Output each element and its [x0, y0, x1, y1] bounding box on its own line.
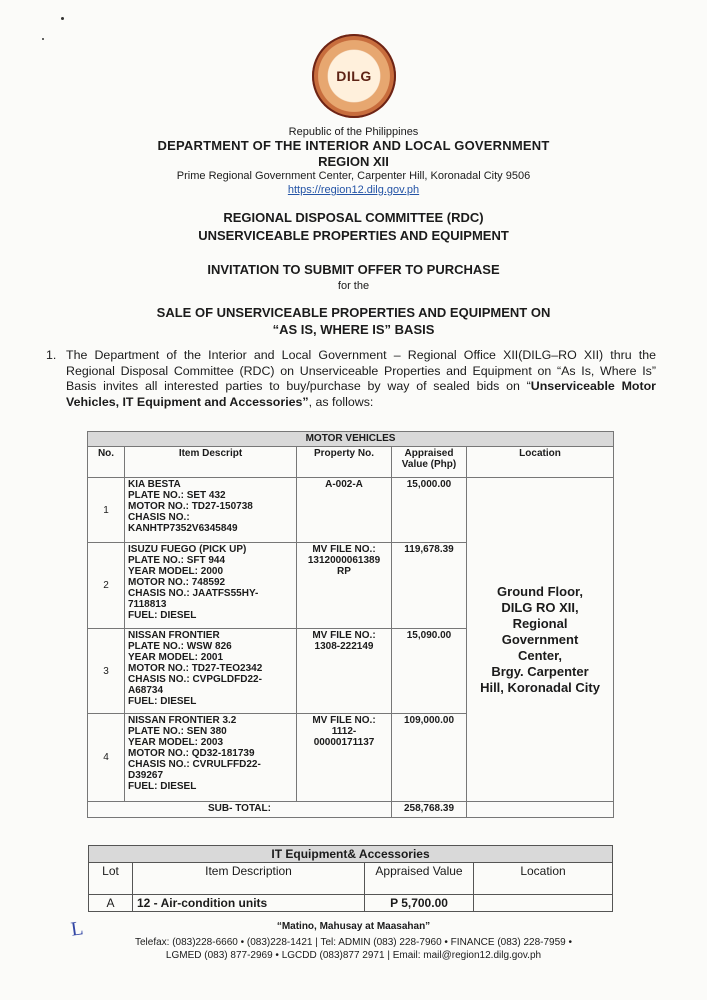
item-line: 7118813 [128, 599, 167, 610]
item-line: MOTOR NO.: TD27-150738 [128, 501, 253, 512]
property-line: RP [337, 566, 351, 577]
header-no: No. [88, 447, 125, 478]
invitation-title: INVITATION TO SUBMIT OFFER TO PURCHASE [207, 262, 500, 277]
item-description-cell: 12 - Air-condition units [133, 895, 365, 912]
item-description [125, 714, 297, 802]
region-name: REGION XII [318, 154, 389, 169]
property-number [297, 543, 392, 629]
rdc-title-line-1: REGIONAL DISPOSAL COMMITTEE (RDC) [223, 210, 484, 225]
row-number: 4 [88, 714, 125, 802]
header-value: Appraised Value (Php) [392, 447, 467, 478]
handwritten-mark: L [69, 917, 85, 941]
item-description [125, 629, 297, 714]
property-line: MV FILE NO.: [312, 544, 376, 555]
item-line: ISUZU FUEGO (PICK UP) [128, 544, 247, 555]
header-lot: Lot [89, 863, 133, 895]
item-line: MOTOR NO.: QD32-181739 [128, 748, 255, 759]
item-line: KANHTP7352V6345849 [128, 523, 238, 534]
header-location: Location [467, 447, 614, 478]
property-number [297, 629, 392, 714]
row-number: 1 [88, 478, 125, 543]
property-line: 1112- [331, 726, 357, 737]
rdc-title-line-2: UNSERVICEABLE PROPERTIES AND EQUIPMENT [198, 228, 509, 243]
item-line: PLATE NO.: SEN 380 [128, 726, 227, 737]
table-row [88, 478, 614, 543]
item-line: D39267 [128, 770, 164, 781]
appraised-value-cell: P 5,700.00 [365, 895, 474, 912]
sale-title-line-1: SALE OF UNSERVICEABLE PROPERTIES AND EQUIPMENT ON [156, 305, 551, 320]
subtotal-empty-cell [467, 802, 614, 818]
location-line: Regional [512, 615, 568, 631]
location-cell [467, 478, 614, 802]
item-line: CHASIS NO.: JAATFS55HY- [128, 588, 259, 599]
appraised-value: 119,678.39 [392, 543, 467, 629]
item-line: PLATE NO.: SET 432 [128, 490, 226, 501]
location-line: Center, [517, 647, 563, 663]
item-description [125, 543, 297, 629]
item-line: YEAR MODEL: 2001 [128, 652, 224, 663]
header-appraised-value: Appraised Value [365, 863, 474, 895]
subtotal-value: 258,768.39 [392, 802, 467, 818]
property-number [297, 714, 392, 802]
for-the-line: for the [337, 280, 370, 292]
subtotal-row [88, 802, 614, 818]
paragraph-bold-text: Unserviceable Motor Vehicles, IT Equipment and Accessories” [66, 379, 656, 409]
location-line: Hill, Koronadal City [480, 679, 600, 695]
item-description [125, 478, 297, 543]
item-line: CHASIS NO.: CVPGLDFD22- [128, 674, 262, 685]
row-number: 2 [88, 543, 125, 629]
paragraph-text-start: The Department of the Interior and Local Government – Regional Office XII(DILG–RO XII) thru the Regional Disposal Committee (RDC) on Unserviceable Properties and Equipment on “As Is, Where Is” Basis invites all interested parties to buy/purchase by way of sealed bids on “ [66, 348, 656, 393]
property-line: 1308-222149 [314, 641, 374, 652]
it-equipment-table [88, 845, 613, 912]
item-line: YEAR MODEL: 2003 [128, 737, 224, 748]
item-line: FUEL: DIESEL [128, 781, 197, 792]
item-line: FUEL: DIESEL [128, 610, 197, 621]
scan-speck [61, 17, 64, 20]
dilg-seal-center [328, 50, 380, 102]
property-number [297, 478, 392, 543]
property-line: 00000171137 [313, 737, 375, 748]
scan-speck [42, 38, 44, 40]
header-property: Property No. [297, 447, 392, 478]
header-location: Location [474, 863, 613, 895]
it-table-title: IT Equipment& Accessories [89, 846, 613, 863]
website-link[interactable]: https://region12.dilg.gov.ph [287, 184, 420, 196]
paragraph-text-end: , as follows: [308, 394, 374, 409]
table-row [89, 895, 613, 912]
location-line: Ground Floor, [497, 583, 583, 599]
item-line: MOTOR NO.: 748592 [128, 577, 226, 588]
appraised-value: 109,000.00 [392, 714, 467, 802]
item-line: PLATE NO.: SFT 944 [128, 555, 226, 566]
appraised-value: 15,090.00 [392, 629, 467, 714]
location-line: Brgy. Carpenter [491, 663, 589, 679]
footer-contact-line-1: Telefax: (083)228-6660 • (083)228-1421 | Tel: ADMIN (083) 228-7960 • FINANCE (083) 228-7959 • [134, 937, 573, 948]
subtotal-label: SUB- TOTAL: [88, 802, 392, 818]
appraised-value: 15,000.00 [392, 478, 467, 543]
header-item: Item Descript [125, 447, 297, 478]
row-number: 3 [88, 629, 125, 714]
item-line: MOTOR NO.: TD27-TEO2342 [128, 663, 263, 674]
department-name: DEPARTMENT OF THE INTERIOR AND LOCAL GOVERNMENT [157, 138, 550, 153]
property-line: MV FILE NO.: [312, 715, 376, 726]
item-line: NISSAN FRONTIER [128, 630, 220, 641]
item-line: CHASIS NO.: CVRULFFD22- [128, 759, 261, 770]
lot-cell: A [89, 895, 133, 912]
office-address: Prime Regional Government Center, Carpenter Hill, Koronadal City 9506 [176, 170, 531, 182]
item-line: CHASIS NO.: [128, 512, 190, 523]
republic-line: Republic of the Philippines [288, 126, 419, 138]
property-line: MV FILE NO.: [312, 630, 376, 641]
location-line: DILG RO XII, [501, 599, 579, 615]
dilg-seal-text: DILG [336, 68, 372, 84]
dilg-seal-logo [312, 34, 396, 118]
item-line: PLATE NO.: WSW 826 [128, 641, 232, 652]
item-line: NISSAN FRONTIER 3.2 [128, 715, 237, 726]
location-cell [474, 895, 613, 912]
footer-motto: “Matino, Mahusay at Maasahan” [276, 921, 431, 932]
header-item-description: Item Description [133, 863, 365, 895]
motor-vehicles-table [87, 431, 614, 818]
item-line: YEAR MODEL: 2000 [128, 566, 224, 577]
item-line: KIA BESTA [128, 479, 181, 490]
motor-table-title: MOTOR VEHICLES [88, 432, 614, 447]
sale-title-line-2: “AS IS, WHERE IS” BASIS [272, 322, 435, 337]
invitation-paragraph [46, 348, 656, 410]
item-line: FUEL: DIESEL [128, 696, 197, 707]
location-line: Government [501, 631, 579, 647]
property-line: A-002-A [325, 479, 363, 490]
item-line: A68734 [128, 685, 164, 696]
footer-contact-line-2: LGMED (083) 877-2969 • LGCDD (083)877 2971 | Email: mail@region12.dilg.gov.ph [165, 950, 542, 961]
property-line: 1312000061389 [307, 555, 381, 566]
paragraph-number: 1. [46, 348, 57, 362]
